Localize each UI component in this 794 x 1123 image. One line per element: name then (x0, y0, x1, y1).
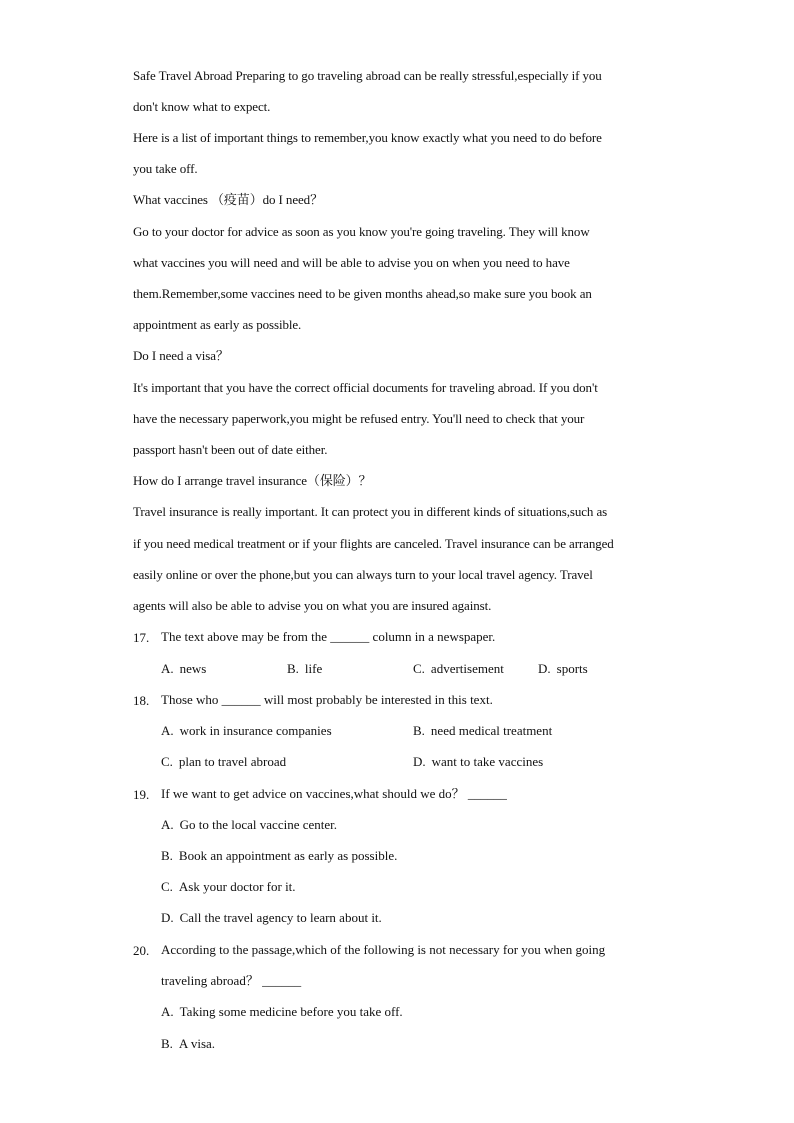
passage-line: them.Remember,some vaccines need to be given months ahead,so make sure you book an (133, 286, 592, 301)
passage-line: Travel insurance is really important. It can protect you in different kinds of situations,such as (133, 504, 608, 519)
passage-line: Safe Travel Abroad Preparing to go traveling abroad can be really stressful,especially if you (133, 68, 602, 83)
option-c[interactable] (413, 661, 504, 677)
option-letter: D. (161, 910, 174, 925)
question-number: 20. (133, 943, 150, 958)
option-letter: C. (161, 879, 173, 894)
option-text: Call the travel agency to learn about it. (179, 910, 382, 925)
option-letter: C. (161, 754, 173, 769)
option-letter: A. (161, 1004, 174, 1019)
option-text: Go to the local vaccine center. (179, 817, 338, 832)
option-text: need medical treatment (430, 723, 553, 738)
question-number: 18. (133, 693, 150, 708)
section-heading: What vaccines （疫苗）do I need？ (133, 192, 323, 207)
option-a[interactable] (161, 723, 332, 739)
passage-line: what vaccines you will need and will be able to advise you on when you need to have (133, 255, 570, 270)
passage-line: have the necessary paperwork,you might be refused entry. You'll need to check that your (133, 411, 585, 426)
option-text: want to take vaccines (431, 754, 544, 769)
option-text: Book an appointment as early as possible. (178, 848, 398, 863)
option-d[interactable] (413, 754, 543, 770)
option-letter: B. (161, 1036, 173, 1051)
question-text: Those who ______ will most probably be interested in this text. (161, 692, 493, 707)
option-letter: D. (538, 661, 551, 676)
option-b[interactable] (161, 848, 397, 864)
section-heading: How do I arrange travel insurance（保险）？ (133, 473, 372, 488)
option-text: Taking some medicine before you take off. (179, 1004, 403, 1019)
passage-line: passport hasn't been out of date either. (133, 442, 328, 457)
section-heading: Do I need a visa？ (133, 348, 229, 363)
question-text: If we want to get advice on vaccines,what should we do？ ______ (161, 786, 507, 801)
option-text: sports (556, 661, 588, 676)
passage-line: if you need medical treatment or if your flights are canceled. Travel insurance can be arranged (133, 536, 614, 551)
option-a[interactable] (161, 661, 206, 677)
option-b[interactable] (413, 723, 552, 739)
passage-line: Here is a list of important things to remember,you know exactly what you need to do before (133, 130, 602, 145)
option-text: Ask your doctor for it. (178, 879, 296, 894)
passage-line: you take off. (133, 161, 198, 176)
option-letter: B. (287, 661, 299, 676)
passage-line: Go to your doctor for advice as soon as you know you're going traveling. They will know (133, 224, 590, 239)
option-a[interactable] (161, 1004, 403, 1020)
question-text: The text above may be from the ______ column in a newspaper. (161, 629, 496, 644)
option-letter: A. (161, 723, 174, 738)
option-letter: B. (413, 723, 425, 738)
question-text: According to the passage,which of the following is not necessary for you when going (161, 942, 606, 957)
option-text: A visa. (178, 1036, 216, 1051)
option-d[interactable] (161, 910, 382, 926)
question-number: 17. (133, 630, 150, 645)
option-letter: D. (413, 754, 426, 769)
option-text: plan to travel abroad (178, 754, 287, 769)
option-text: news (179, 661, 207, 676)
option-letter: A. (161, 661, 174, 676)
passage-line: don't know what to expect. (133, 99, 271, 114)
option-text: work in insurance companies (179, 723, 332, 738)
option-d[interactable] (538, 661, 588, 677)
option-b[interactable] (161, 1036, 215, 1052)
option-letter: B. (161, 848, 173, 863)
passage-line: easily online or over the phone,but you can always turn to your local travel agency. Travel (133, 567, 593, 582)
question-text: traveling abroad？ ______ (161, 973, 302, 988)
option-text: life (304, 661, 323, 676)
option-b[interactable] (287, 661, 322, 677)
option-c[interactable] (161, 754, 286, 770)
passage-line: appointment as early as possible. (133, 317, 302, 332)
option-letter: C. (413, 661, 425, 676)
option-c[interactable] (161, 879, 296, 895)
passage-line: agents will also be able to advise you on what you are insured against. (133, 598, 492, 613)
passage-line: It's important that you have the correct official documents for traveling abroad. If you don't (133, 380, 598, 395)
option-text: advertisement (430, 661, 504, 676)
option-a[interactable] (161, 817, 337, 833)
question-number: 19. (133, 787, 150, 802)
option-letter: A. (161, 817, 174, 832)
